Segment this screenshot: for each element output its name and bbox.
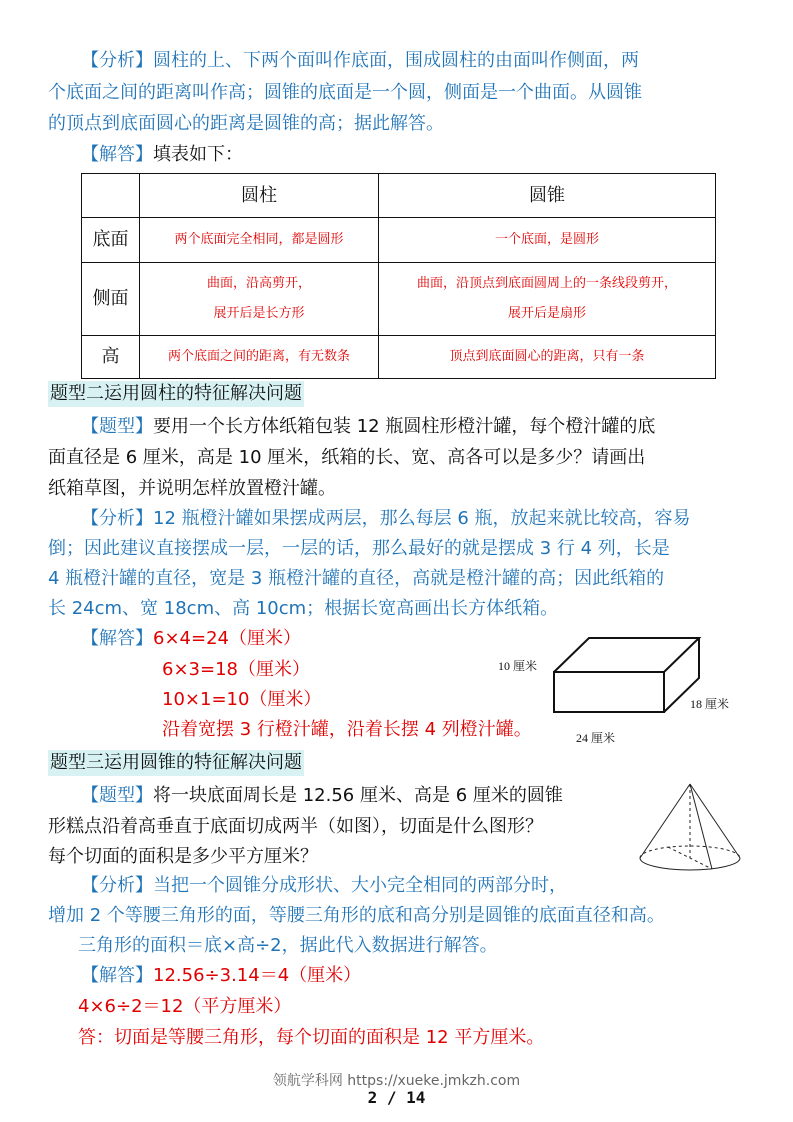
- cone-base-front: [640, 858, 740, 870]
- table-row: [82, 218, 716, 263]
- table-row: [82, 336, 716, 379]
- box-length-label: 24 厘米: [576, 731, 616, 745]
- table-corner-cell: [82, 174, 140, 218]
- row-label: 底面: [82, 218, 140, 263]
- watermark: 领航学科网 https://xueke.jmkzh.com: [272, 1073, 521, 1089]
- analysis-tag: 【分析】: [81, 875, 153, 896]
- answer-line: 【解答】6×4=24（厘米）: [81, 628, 301, 649]
- box-height-label: 10 厘米: [498, 659, 538, 673]
- cone-slant-right: [690, 784, 740, 858]
- question-line: 【题型】要用一个长方体纸箱包装 12 瓶圆柱形橙汁罐，每个橙汁罐的底: [81, 416, 656, 437]
- analysis-line: 【分析】当把一个圆锥分成形状、大小完全相同的两部分时，: [81, 875, 567, 896]
- row-label: 高: [82, 336, 140, 379]
- answer-line: 沿着宽摆 3 行橙汁罐，沿着长摆 4 列橙汁罐。: [162, 719, 532, 740]
- answer-line: 4×6÷2＝12（平方厘米）: [78, 996, 292, 1017]
- table-cell: 两个底面完全相同，都是圆形: [140, 218, 379, 263]
- analysis-line: 增加 2 个等腰三角形的面，等腰三角形的底和高分别是圆锥的底面直径和高。: [48, 905, 665, 926]
- table-header-cone: 圆锥: [379, 174, 716, 218]
- table-header-cylinder: 圆柱: [140, 174, 379, 218]
- table-cell: 曲面，沿高剪开， 展开后是长方形: [140, 263, 379, 336]
- table-cell: 顶点到底面圆心的距离，只有一条: [379, 336, 716, 379]
- table-cell: 曲面，沿顶点到底面圆周上的一条线段剪开， 展开后是扇形: [379, 263, 716, 336]
- analysis-tag: 【分析】: [81, 508, 153, 529]
- analysis-line: 长 24cm、宽 18cm、高 10cm；根据长宽高画出长方体纸箱。: [48, 598, 559, 619]
- answer-line: 10×1=10（厘米）: [162, 689, 322, 710]
- page-number: 2 / 14: [367, 1088, 426, 1107]
- question-line: 面直径是 6 厘米，高是 10 厘米，纸箱的长、宽、高各可以是多少？请画出: [48, 447, 646, 468]
- answer-tag: 【解答】: [81, 144, 153, 165]
- question-line: 形糕点沿着高垂直于底面切成两半（如图），切面是什么图形？: [48, 816, 543, 837]
- answer-line: 6×3=18（厘米）: [162, 659, 310, 680]
- box-front-face: [554, 672, 664, 712]
- cone-diagram: [630, 778, 750, 888]
- answer-line: 【解答】填表如下：: [81, 144, 243, 165]
- answer-line: 【解答】12.56÷3.14＝4（厘米）: [81, 965, 362, 986]
- table-cell: 一个底面，是圆形: [379, 218, 716, 263]
- answer-tag: 【解答】: [81, 628, 153, 649]
- analysis-line: 个底面之间的距离叫作高；圆锥的底面是一个圆，侧面是一个曲面。从圆锥: [48, 82, 642, 103]
- question-line: 【题型】将一块底面周长是 12.56 厘米、高是 6 厘米的圆锥: [81, 785, 563, 806]
- table-cell: 两个底面之间的距离，有无数条: [140, 336, 379, 379]
- question-line: 每个切面的面积是多少平方厘米？: [48, 846, 318, 867]
- question-line: 纸箱草图，并说明怎样放置橙汁罐。: [48, 478, 336, 499]
- answer-tag: 【解答】: [81, 965, 153, 986]
- box-width-label: 18 厘米: [690, 697, 730, 711]
- analysis-line: 【分析】12 瓶橙汁罐如果摆成两层，那么每层 6 瓶，放起来就比较高，容易: [81, 508, 691, 529]
- box-top-face: [554, 638, 699, 672]
- table-header-row: [82, 174, 716, 218]
- analysis-tag: 【分析】: [81, 50, 153, 71]
- section-heading: 题型三运用圆锥的特征解决问题: [48, 750, 304, 776]
- section-heading: 题型二运用圆柱的特征解决问题: [48, 381, 304, 407]
- comparison-table: [81, 173, 716, 379]
- question-tag: 【题型】: [81, 416, 153, 437]
- cone-slant-left: [640, 784, 690, 858]
- analysis-line: 的顶点到底面圆心的距离是圆锥的高；据此解答。: [48, 113, 444, 134]
- analysis-line: 4 瓶橙汁罐的直径，宽是 3 瓶橙汁罐的直径，高就是橙汁罐的高；因此纸箱的: [48, 568, 665, 589]
- question-tag: 【题型】: [81, 785, 153, 806]
- answer-line: 答：切面是等腰三角形，每个切面的面积是 12 平方厘米。: [78, 1027, 545, 1048]
- row-label: 侧面: [82, 263, 140, 336]
- cuboid-box-diagram: [490, 632, 750, 752]
- table-row: [82, 263, 716, 336]
- cone-cut-line: [690, 784, 712, 869]
- analysis-line: 倒；因此建议直接摆成一层，一层的话，那么最好的就是摆成 3 行 4 列，长是: [48, 538, 670, 559]
- analysis-line: 【分析】圆柱的上、下两个面叫作底面，围成圆柱的由面叫作侧面，两: [81, 50, 639, 71]
- analysis-line: 三角形的面积＝底×高÷2，据此代入数据进行解答。: [78, 935, 498, 956]
